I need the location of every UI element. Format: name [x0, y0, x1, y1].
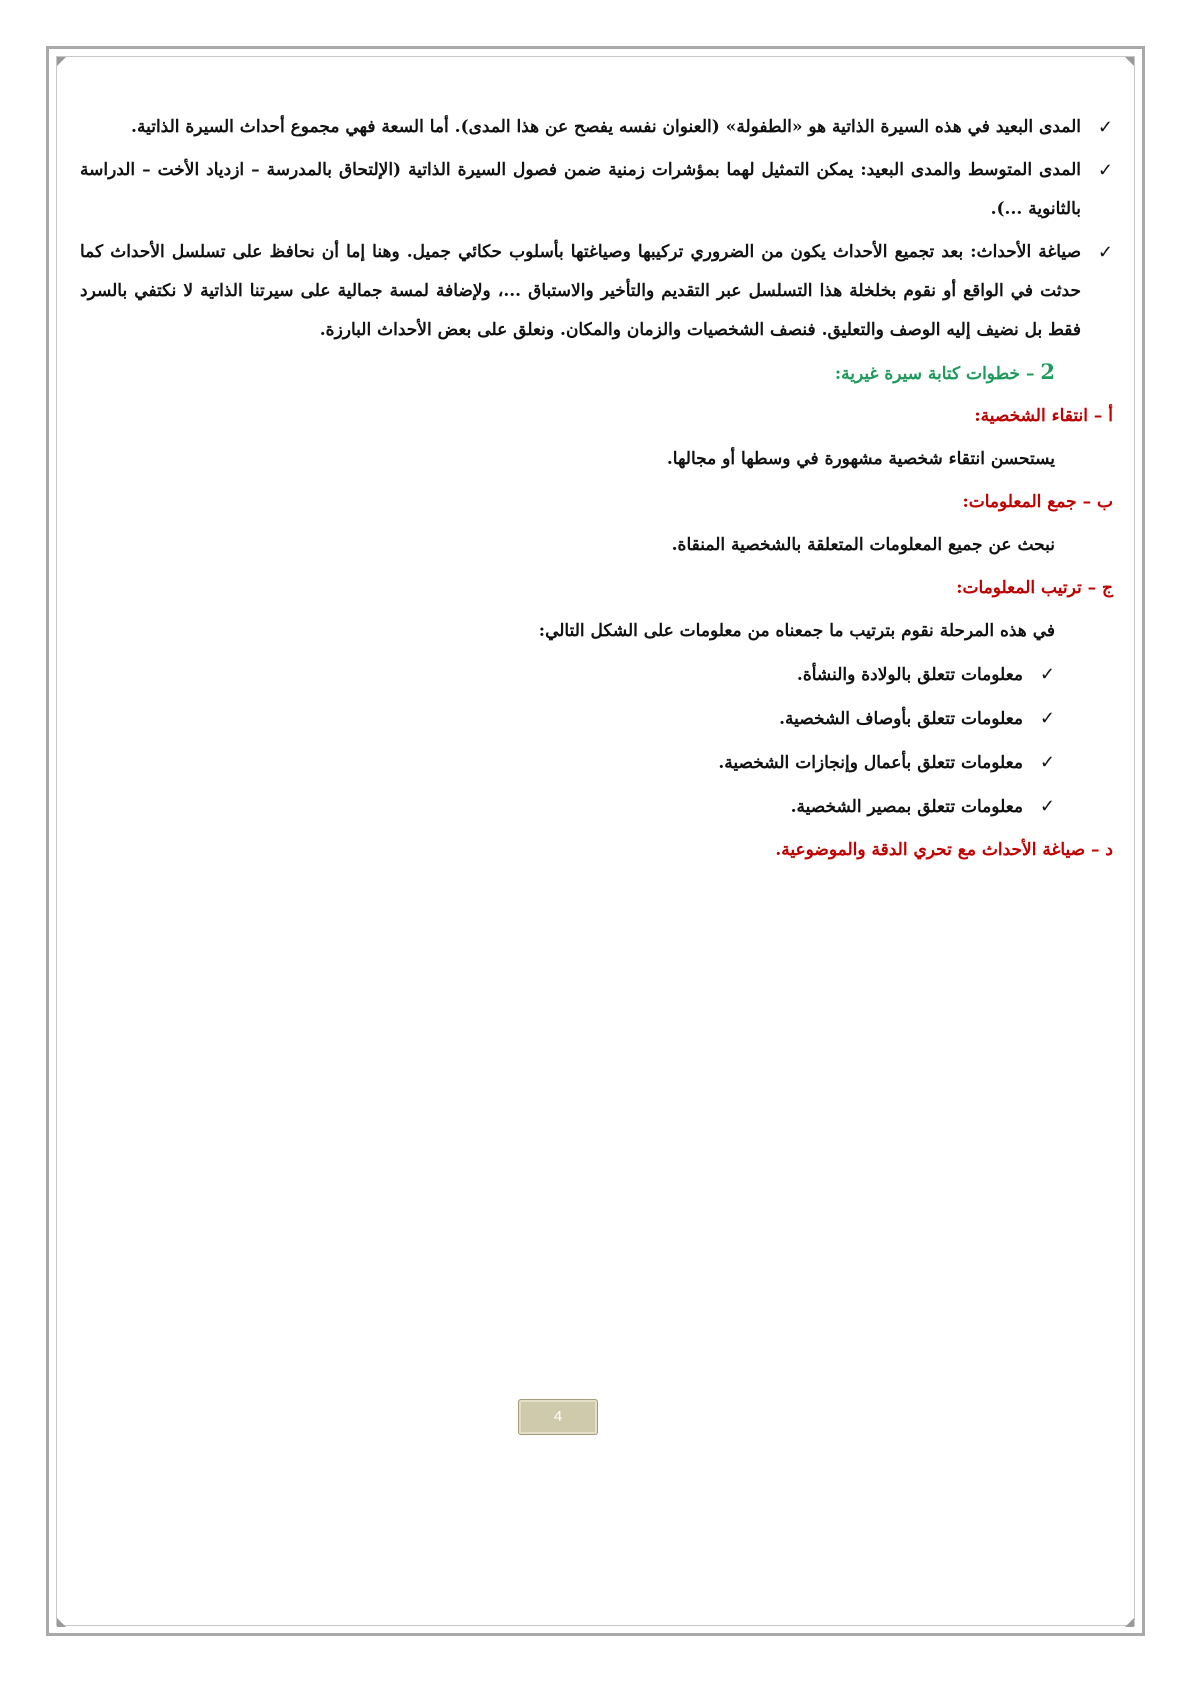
steps-heading-number: 2 [1040, 359, 1055, 384]
section-c-heading: ج – ترتيب المعلومات: [956, 578, 1113, 598]
corner-ornament-bottom-right [1125, 1618, 1134, 1627]
list-item-text: معلومات تتعلق بأوصاف الشخصية. [779, 709, 1023, 729]
bullet-text: المدى البعيد في هذه السيرة الذاتية هو «الطفولة» (العنوان نفسه يفصح عن هذا المدى). أما السعة فهي مجموع أحداث السيرة الذاتية. [131, 117, 1081, 137]
list-item [80, 656, 1055, 694]
steps-heading [80, 354, 1055, 392]
checkmark-icon: ✓ [1039, 796, 1055, 817]
corner-ornament-bottom-left [57, 1618, 66, 1627]
list-item [80, 788, 1055, 826]
section-a-text: يستحسن انتقاء شخصية مشهورة في وسطها أو مجالها. [666, 449, 1055, 469]
list-item [80, 744, 1055, 782]
bullet-text: المدى المتوسط والمدى البعيد: يمكن التمثيل لهما بمؤشرات زمنية ضمن فصول السيرة الذاتية (الإلتحاق بالمدرسة – ازدياد الأخت – الدراسة بالثانوية ...). [80, 160, 1081, 219]
section-b-heading: ب – جمع المعلومات: [962, 492, 1113, 512]
section-a-heading: أ – انتقاء الشخصية: [974, 406, 1113, 426]
steps-heading-text: – خطوات كتابة سيرة غيرية: [834, 364, 1041, 384]
checkmark-icon: ✓ [1097, 160, 1113, 181]
checkmark-icon: ✓ [1039, 708, 1055, 729]
list-item-text: معلومات تتعلق بأعمال وإنجازات الشخصية. [718, 753, 1023, 773]
corner-ornament-top-right [1125, 57, 1134, 66]
bullet-event-drafting [80, 233, 1113, 350]
bullet-text: صياغة الأحداث: بعد تجميع الأحداث يكون من الضروري تركيبها وصياغتها بأسلوب حكائي جميل. وهنا إما أن نحافظ على تسلسل الأحداث كما حدثت في الواقع أو نقوم بخلخلة هذا التسلسل عبر التقديم والتأخير والاستباق ...، ولإضافة لمسة جمالية على سيرتنا الذاتية لا نكتفي بالسرد فقط بل نضيف إليه الوصف والتعليق. فنصف الشخصيات والزمان والمكان. ونعلق على بعض الأحداث البارزة. [80, 242, 1081, 340]
section-c-text: في هذه المرحلة نقوم بترتيب ما جمعناه من معلومات على الشكل التالي: [538, 621, 1055, 641]
list-item-text: معلومات تتعلق بمصير الشخصية. [790, 797, 1023, 817]
document-body [80, 108, 1113, 874]
page-number-badge: 4 [518, 1399, 598, 1435]
checkmark-icon: ✓ [1097, 242, 1113, 263]
corner-ornament-top-left [57, 57, 66, 66]
bullet-long-range [80, 108, 1113, 147]
checkmark-icon: ✓ [1097, 117, 1113, 138]
section-b-text: نبحث عن جميع المعلومات المتعلقة بالشخصية المنقاة. [671, 535, 1055, 555]
checkmark-icon: ✓ [1039, 664, 1055, 685]
checkmark-icon: ✓ [1039, 752, 1055, 773]
list-item [80, 700, 1055, 738]
section-d-heading: د – صياغة الأحداث مع تحري الدقة والموضوعية. [775, 840, 1113, 860]
bullet-medium-range [80, 151, 1113, 229]
list-item-text: معلومات تتعلق بالولادة والنشأة. [796, 665, 1023, 685]
